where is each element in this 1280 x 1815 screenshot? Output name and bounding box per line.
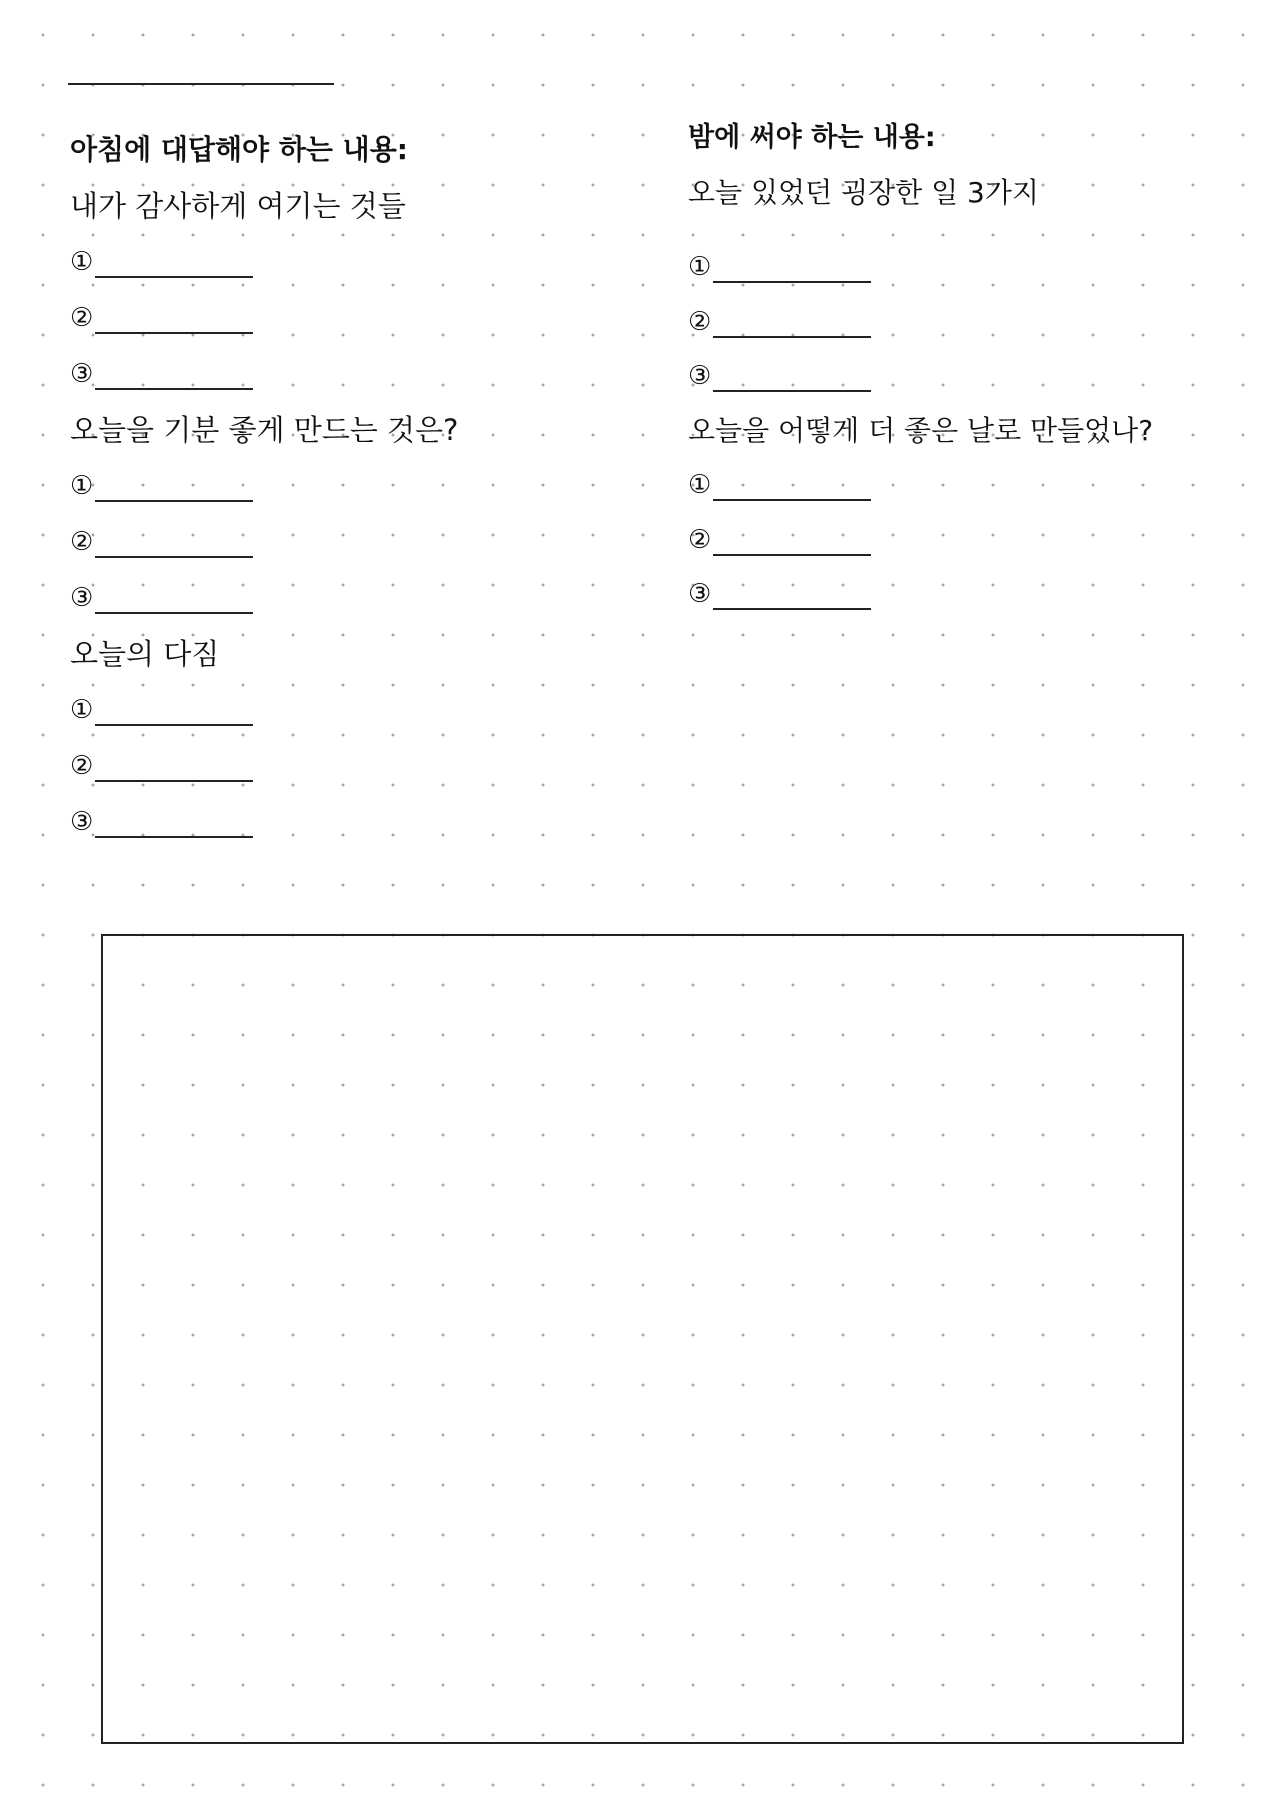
blank-line[interactable] bbox=[713, 302, 871, 338]
better-item-2[interactable] bbox=[688, 520, 1248, 575]
blank-line[interactable] bbox=[95, 746, 253, 782]
gratitude-question: 내가 감사하게 여기는 것들 bbox=[70, 189, 406, 223]
amazing-item-3[interactable] bbox=[688, 356, 1248, 411]
blank-line[interactable] bbox=[95, 298, 253, 334]
blank-line[interactable] bbox=[95, 802, 253, 838]
morning-heading: 아침에 대답해야 하는 내용: bbox=[70, 133, 408, 166]
item-number: ① bbox=[70, 247, 94, 277]
item-number: ③ bbox=[70, 807, 94, 837]
gratitude-item-3[interactable] bbox=[70, 354, 590, 410]
blank-line[interactable] bbox=[95, 578, 253, 614]
good-day-question: 오늘을 기분 좋게 만드는 것은? bbox=[70, 413, 459, 447]
better-item-3[interactable] bbox=[688, 574, 1248, 629]
item-number: ③ bbox=[70, 583, 94, 613]
item-number: ② bbox=[688, 306, 712, 337]
item-number: ② bbox=[70, 751, 94, 781]
blank-line[interactable] bbox=[95, 466, 253, 502]
item-number: ② bbox=[688, 524, 712, 555]
better-day-question: 오늘을 어떻게 더 좋은 날로 만들었나? bbox=[688, 413, 1154, 447]
notes-box[interactable] bbox=[101, 934, 1184, 1744]
resolution-item-3[interactable] bbox=[70, 802, 590, 858]
resolution-question: 오늘의 다짐 bbox=[70, 637, 220, 671]
date-line[interactable] bbox=[68, 83, 334, 85]
resolution-item-1[interactable] bbox=[70, 690, 590, 746]
blank-line[interactable] bbox=[95, 354, 253, 390]
item-number: ③ bbox=[688, 579, 712, 609]
amazing-things-question: 오늘 있었던 굉장한 일 3가지 bbox=[688, 175, 1039, 209]
night-heading: 밤에 써야 하는 내용: bbox=[688, 122, 936, 153]
amazing-item-2[interactable] bbox=[688, 302, 1248, 357]
morning-column bbox=[70, 130, 590, 858]
good-day-item-2[interactable] bbox=[70, 522, 590, 578]
item-number: ① bbox=[70, 695, 94, 725]
item-number: ③ bbox=[688, 361, 712, 391]
item-number: ① bbox=[688, 470, 712, 500]
item-number: ② bbox=[70, 303, 94, 333]
spacer bbox=[688, 227, 1248, 247]
item-number: ① bbox=[688, 252, 712, 282]
blank-line[interactable] bbox=[713, 247, 871, 283]
blank-line[interactable] bbox=[95, 522, 253, 558]
blank-line[interactable] bbox=[713, 356, 871, 392]
resolution-item-2[interactable] bbox=[70, 746, 590, 802]
blank-line[interactable] bbox=[95, 690, 253, 726]
item-number: ② bbox=[70, 527, 94, 557]
item-number: ① bbox=[70, 471, 94, 501]
good-day-item-1[interactable] bbox=[70, 466, 590, 522]
blank-line[interactable] bbox=[95, 242, 253, 278]
night-column bbox=[688, 118, 1248, 629]
amazing-item-1[interactable] bbox=[688, 247, 1248, 302]
gratitude-item-1[interactable] bbox=[70, 242, 590, 298]
blank-line[interactable] bbox=[713, 520, 871, 556]
blank-line[interactable] bbox=[713, 465, 871, 501]
good-day-item-3[interactable] bbox=[70, 578, 590, 634]
blank-line[interactable] bbox=[713, 574, 871, 610]
item-number: ③ bbox=[70, 359, 94, 389]
gratitude-item-2[interactable] bbox=[70, 298, 590, 354]
better-item-1[interactable] bbox=[688, 465, 1248, 520]
